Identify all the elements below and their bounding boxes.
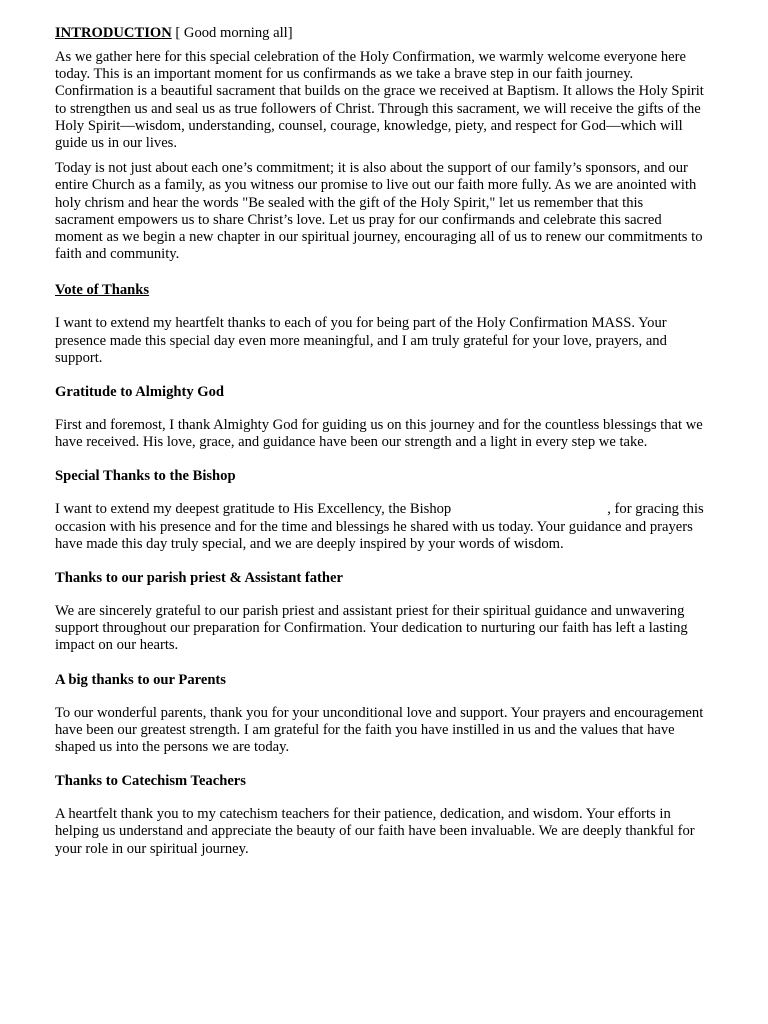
intro-title: INTRODUCTION <box>55 25 172 41</box>
god-paragraph: First and foremost, I thank Almighty God for guiding us on this journey and for the countless blessings that we have received. His love, grace, and guidance have been our strength and a light in every step we take. <box>55 417 703 451</box>
intro-heading-line <box>55 24 706 43</box>
teachers-heading: Thanks to Catechism Teachers <box>55 773 246 790</box>
priest-heading: Thanks to our parish priest & Assistant father <box>55 570 343 587</box>
vote-of-thanks-paragraph: I want to extend my heartfelt thanks to each of you for being part of the Holy Confirmation MASS. Your presence made this special day even more meaningful, and I am truly grateful for your love, prayers, and support. <box>55 315 667 366</box>
intro-paragraph-2: Today is not just about each one’s commitment; it is also about the support of our family’s sponsors, and our entire Church as a family, as you witness our promise to live out our faith more fully. As we are anointed with holy chrism and hear the words "Be sealed with the gift of the Holy Spirit," let us remember that this sacrament empowers us to share Christ’s love. Let us pray for our confirmands and celebrate this sacred moment as we begin a new chapter in our spiritual journey, encouraging all of us to renew our commitments to faith and community. <box>55 160 703 263</box>
parents-heading: A big thanks to our Parents <box>55 671 226 688</box>
god-heading: Gratitude to Almighty God <box>55 384 225 401</box>
priest-paragraph: We are sincerely grateful to our parish priest and assistant priest for their spiritual guidance and unwavering support throughout our preparation for Confirmation. Your dedication to nurturing our faith has left a lasting impact on our hearts. <box>55 603 688 654</box>
teachers-paragraph: A heartfelt thank you to my catechism teachers for their patience, dedication, and wisdom. Your efforts in helping us understand and appreciate the beauty of our faith have been invaluable. We are deeply thankful for your role in our spiritual journey. <box>55 806 695 857</box>
bishop-text-before: I want to extend my deepest gratitude to His Excellency, the Bishop <box>55 501 452 518</box>
intro-greeting: [ Good morning all] <box>171 25 293 41</box>
bishop-text-after: , for gracing this occasion with his presence and for the time and blessings he shared with us today. Your guidance and prayers have made this day truly special, and we are deeply inspired by your words of wisdom. <box>55 501 704 552</box>
bishop-paragraph <box>55 501 706 553</box>
intro-paragraph-1: As we gather here for this special celebration of the Holy Confirmation, we warmly welcome everyone here today. This is an important moment for us confirmands as we take a brave step in our faith journey. Confirmation is a beautiful sacrament that builds on the grace we received at Baptism. It allows the Holy Spirit to strengthen us and seal us as true followers of Christ. Through this sacrament, we will receive the gifts of the Holy Spirit—wisdom, understanding, counsel, courage, knowledge, piety, and respect for God—which will guide us in our lives. <box>55 49 704 152</box>
bishop-heading: Special Thanks to the Bishop <box>55 468 236 485</box>
vote-of-thanks-heading: Vote of Thanks <box>55 282 150 299</box>
parents-paragraph: To our wonderful parents, thank you for your unconditional love and support. Your prayers and encouragement have been our greatest strength. I am grateful for the faith you have instilled in us and the values that have shaped us into the persons we are today. <box>55 704 704 756</box>
